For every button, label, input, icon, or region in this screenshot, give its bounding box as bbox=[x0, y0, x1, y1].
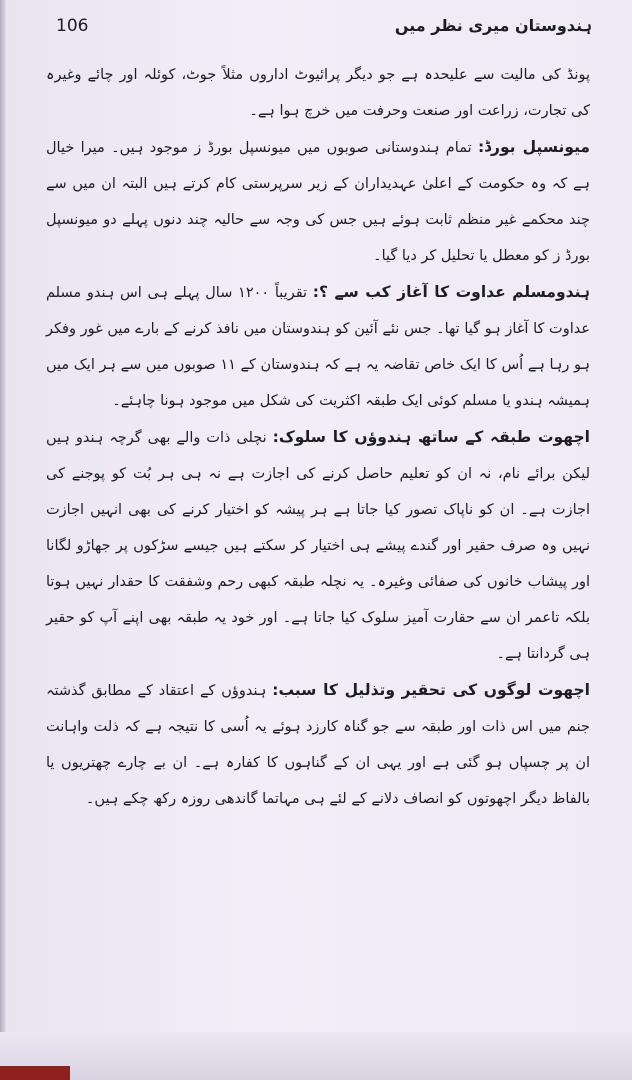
page-bottom-edge bbox=[0, 1032, 632, 1080]
page-body bbox=[46, 56, 590, 817]
paragraph-hindu-muslim-enmity bbox=[46, 274, 590, 419]
paragraph-text: ہندوؤں کے اعتقاد کے مطابق گذشتہ جنم میں اس ذات اور طبقہ سے جو گناہ کارزد ہوئے یہ اُسی کا نتیجہ ہے کہ ذلت واہانت ان پر چسپاں ہو گئی ہے اور یہی ان کے گناہوں کا کفارہ ہے۔ ان بے چارے چھتریوں یا بالفاظ دیگر اچھوتوں کو انصاف دلانے کے لئے ہی مہاتما گاندھی روزہ رکھ چکے ہیں۔ bbox=[46, 683, 590, 807]
paragraph-text: تقریباً ۱۲۰۰ سال پہلے ہی اس ہندو مسلم عداوت کا آغاز ہو گیا تھا۔ جس نئے آئین کو ہندوستان میں نافذ کرنے کے بارے میں غور وفکر ہو رہا ہے اُس کا ایک خاص تقاضہ یہ ہے کہ ہندوستان کے ۱۱ صوبوں میں سے ہر ایک میں ہمیشہ ہندو یا مسلم کوئی ایک طبقہ اکثریت کی شکل میں موجود ہونا چاہئے۔ bbox=[46, 285, 590, 409]
page-binding-shadow bbox=[0, 0, 6, 1080]
paragraph-heading: اچھوت طبقہ کے ساتھ ہندوؤں کا سلوک: bbox=[272, 428, 590, 446]
paragraph-heading: ہندومسلم عداوت کا آغاز کب سے ؟: bbox=[312, 283, 590, 301]
paragraph-text: پونڈ کی مالیت سے علیحدہ ہے جو دیگر پرائیوٹ اداروں مثلاً جوٹ، کوئلہ اور چائے وغیرہ کی تجارت، زراعت اور صنعت وحرفت میں خرچ ہوا ہے۔ bbox=[46, 67, 590, 119]
paragraph-heading: اچھوت لوگوں کی تحقیر وتذلیل کا سبب: bbox=[272, 681, 590, 699]
book-cover-edge bbox=[0, 1066, 70, 1080]
paragraph-untouchables-cause bbox=[46, 672, 590, 817]
paragraph-text: تمام ہندوستانی صوبوں میں میونسپل بورڈ ز موجود ہیں۔ میرا خیال ہے کہ وہ حکومت کے اعلیٰ عہدیداران کے زیر سرپرستی کام کرتے ہیں البتہ ان میں سے چند محکمے غیر منظم ثابت ہوئے ہیں جس کی وجہ سے حالیہ چند دنوں پہلے دو میونسپل بورڈ ز کو معطل یا تحلیل کر دیا گیا۔ bbox=[46, 140, 590, 264]
page-number: 106 bbox=[56, 16, 89, 36]
paragraph-untouchables-treatment bbox=[46, 419, 590, 672]
paragraph-pound-value bbox=[46, 56, 590, 129]
paragraph-municipal-board bbox=[46, 129, 590, 274]
paragraph-heading: میونسپل بورڈ: bbox=[477, 138, 590, 156]
page-header bbox=[40, 16, 592, 48]
running-title: ہندوستان میری نظر میں bbox=[394, 16, 592, 35]
paragraph-text: نچلی ذات والے بھی گرچہ ہندو ہیں لیکن برائے نام، نہ ان کو تعلیم حاصل کرنے کی اجازت ہے نہ ہی ہر بُت کو پوجنے کی اجازت ہے۔ ان کو ناپاک تصور کیا جاتا ہے ہر پیشہ کو اختیار کرنے کی بھی انہیں اجازت نہیں وہ صرف حقیر اور گندے پیشے ہی اختیار کر سکتے ہیں جیسے سڑکوں پر جھاڑو لگانا اور پیشاب خانوں کی صفائی وغیرہ۔ یہ نچلہ طبقہ کبھی رحم وشفقت کا حقدار نہیں ہوتا بلکہ تاعمر ان سے حقارت آمیز سلوک کیا جاتا ہے۔ اور خود یہ طبقہ بھی اپنے آپ کو حقیر ہی گردانتا ہے۔ bbox=[46, 430, 590, 662]
